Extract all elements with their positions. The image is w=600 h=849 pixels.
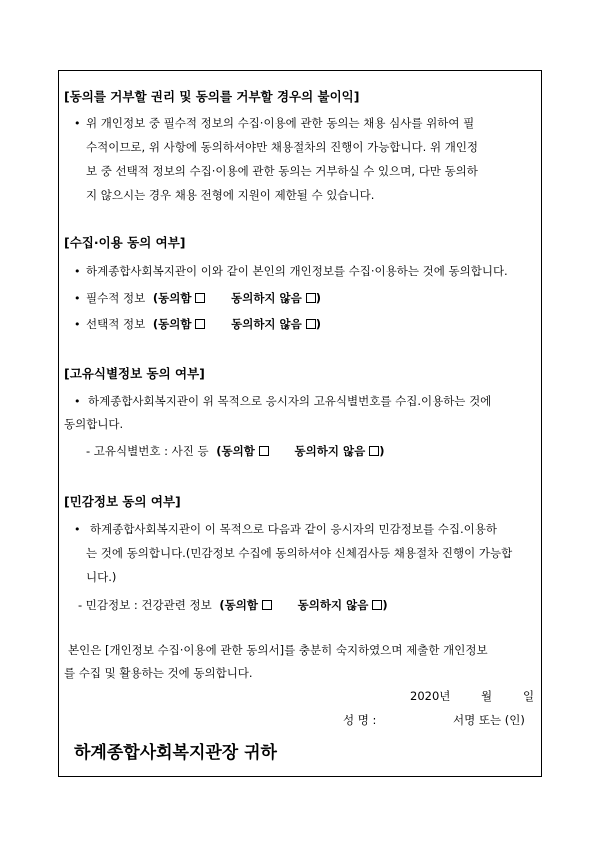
- sensitive-heading: [민감정보 동의 여부]: [64, 494, 181, 509]
- name-label: 성 명 :: [343, 713, 377, 727]
- footer-title: 하계종합사회복지관장 귀하: [74, 743, 277, 763]
- unique-id-item-label: - 고유식별번호 : 사진 등: [86, 444, 209, 458]
- sensitive-close-paren: ): [382, 598, 388, 612]
- sensitive-item-label: - 민감정보 : 건강관련 정보: [78, 598, 212, 612]
- unique-id-line-2: 동의합니다.: [64, 417, 124, 431]
- refusal-line-1: 위 개인정보 중 필수적 정보의 수집·이용에 관한 동의는 채용 심사를 위하여 필: [86, 116, 475, 130]
- required-agree-label: (동의함: [152, 291, 192, 305]
- required-close-paren: ): [315, 291, 322, 305]
- bullet-icon: •: [74, 395, 81, 408]
- required-consent-row: [86, 291, 321, 305]
- unique-id-consent-row: [86, 444, 384, 458]
- sensitive-agree-checkbox[interactable]: [262, 600, 272, 610]
- bullet-icon: •: [74, 318, 81, 331]
- collection-heading: [수집·이용 동의 여부]: [64, 235, 186, 250]
- sensitive-line-3: 니다.): [86, 570, 117, 584]
- unique-id-agree-checkbox[interactable]: [259, 446, 269, 456]
- optional-close-paren: ): [315, 317, 322, 331]
- sensitive-disagree-checkbox[interactable]: [372, 600, 382, 610]
- unique-id-agree-label: (동의함: [216, 444, 255, 458]
- optional-agree-checkbox[interactable]: [195, 319, 205, 329]
- required-label: 필수적 정보: [86, 291, 146, 305]
- bullet-icon: •: [74, 292, 81, 305]
- unique-id-line-1: 하계종합사회복지관이 위 목적으로 응시자의 고유식별번호를 수집.이용하는 것에: [88, 394, 492, 408]
- bullet-icon: •: [74, 117, 81, 130]
- sensitive-agree-label: (동의함: [219, 598, 258, 612]
- unique-id-disagree-label: 동의하지 않음: [294, 444, 366, 458]
- sensitive-consent-row: [78, 598, 388, 612]
- date-month: 월: [481, 689, 493, 703]
- signature-label: 서명 또는 (인): [453, 713, 525, 727]
- date-day: 일: [523, 689, 535, 703]
- unique-id-heading: [고유식별정보 동의 여부]: [64, 366, 205, 381]
- closing-line-2: 를 수집 및 활용하는 것에 동의합니다.: [64, 666, 253, 680]
- required-disagree-label: 동의하지 않음: [231, 291, 302, 305]
- sensitive-disagree-label: 동의하지 않음: [297, 598, 369, 612]
- optional-agree-label: (동의함: [152, 317, 192, 331]
- optional-disagree-checkbox[interactable]: [306, 319, 316, 329]
- sensitive-line-2: 는 것에 동의합니다.(민감정보 수집에 동의하셔야 신체검사등 채용절차 진행이 가능합: [86, 546, 513, 560]
- closing-line-1: 본인은 [개인정보 수집·이용에 관한 동의서]를 충분히 숙지하였으며 제출한 개인정보: [68, 643, 488, 657]
- required-disagree-checkbox[interactable]: [306, 293, 316, 303]
- sensitive-line-1: 하계종합사회복지관이 이 목적으로 다음과 같이 응시자의 민감정보를 수집.이용하: [90, 522, 497, 536]
- bullet-icon: •: [74, 265, 81, 278]
- optional-label: 선택적 정보: [86, 317, 146, 331]
- collection-statement: 하계종합사회복지관이 이와 같이 본인의 개인정보를 수집·이용하는 것에 동의합니다.: [86, 264, 508, 278]
- date-year: 2020년: [410, 689, 451, 703]
- required-agree-checkbox[interactable]: [195, 293, 205, 303]
- bullet-icon: •: [74, 523, 81, 536]
- refusal-heading: [동의를 거부할 권리 및 동의를 거부할 경우의 불이익]: [64, 89, 360, 104]
- refusal-line-3: 보 중 선택적 정보의 수집·이용에 관한 동의는 거부하실 수 있으며, 다만 동의하: [86, 164, 478, 178]
- optional-disagree-label: 동의하지 않음: [231, 317, 302, 331]
- refusal-line-4: 지 않으시는 경우 채용 전형에 지원이 제한될 수 있습니다.: [86, 188, 375, 202]
- unique-id-disagree-checkbox[interactable]: [369, 446, 379, 456]
- unique-id-close-paren: ): [379, 444, 385, 458]
- refusal-line-2: 수적이므로, 위 사항에 동의하셔야만 채용절차의 진행이 가능합니다. 위 개인정: [86, 140, 479, 154]
- optional-consent-row: [86, 317, 321, 331]
